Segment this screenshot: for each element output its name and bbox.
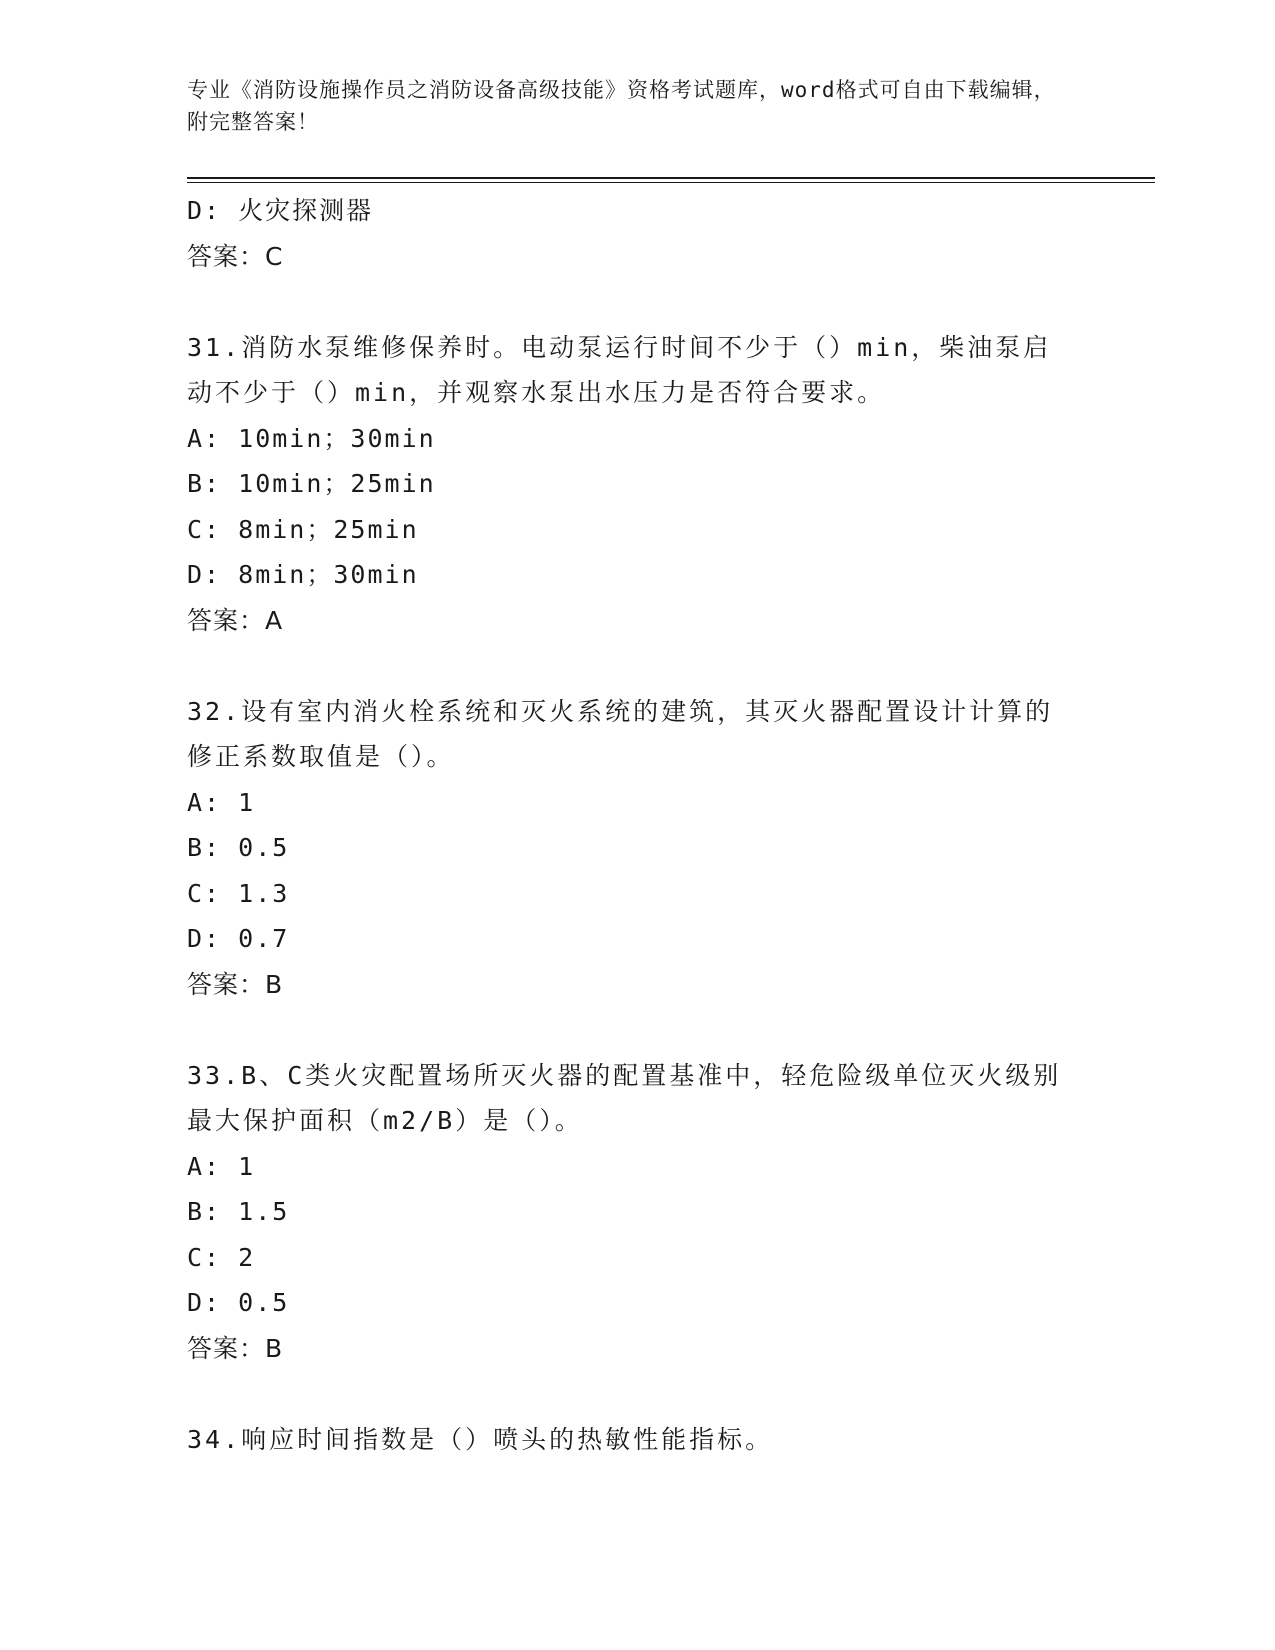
spacer	[187, 643, 1087, 689]
question-32	[187, 689, 1087, 1008]
option-b: B: 10min；25min	[187, 469, 436, 498]
header-note: 专业《消防设施操作员之消防设备高级技能》资格考试题库，word格式可自由下载编辑，附完整答案！	[187, 78, 1056, 134]
question-stem-line: 32.设有室内消火栓系统和灭火系统的建筑，其灭火器配置设计计算的	[187, 696, 1054, 726]
header-divider-thick	[187, 177, 1155, 179]
question-stem-line: 最大保护面积（m2/B）是（）。	[187, 1106, 583, 1135]
prev-question-option-d: D: 火灾探测器	[187, 196, 374, 225]
question-34	[187, 1417, 1087, 1463]
option-c: C: 8min；25min	[187, 514, 419, 544]
question-stem-line: 动不少于（）min，并观察水泵出水压力是否符合要求。	[187, 378, 886, 407]
option-a: A: 10min；30min	[187, 423, 436, 453]
spacer	[187, 1371, 1087, 1417]
question-stem-line: 修正系数取值是（）。	[187, 742, 455, 771]
question-33	[187, 1053, 1087, 1372]
answer-line: 答案：B	[187, 969, 284, 999]
option-d: D: 8min；30min	[187, 560, 419, 589]
spacer	[187, 279, 1087, 325]
question-stem-line: 31.消防水泵维修保养时。电动泵运行时间不少于（）min，柴油泵启	[187, 332, 1052, 362]
option-b: B: 0.5	[187, 833, 290, 862]
option-c: C: 2	[187, 1242, 256, 1272]
question-content	[187, 188, 1087, 1462]
question-31	[187, 325, 1087, 644]
option-b: B: 1.5	[187, 1197, 290, 1226]
question-stem-line: 33.B、C类火灾配置场所灭火器的配置基准中，轻危险级单位灭火级别	[187, 1060, 1062, 1090]
answer-line: 答案：A	[187, 605, 284, 635]
option-a: A: 1	[187, 1151, 256, 1181]
prev-question-answer: 答案：C	[187, 241, 284, 271]
option-a: A: 1	[187, 787, 256, 817]
option-d: D: 0.5	[187, 1288, 290, 1317]
header-divider-thin	[187, 182, 1155, 183]
spacer	[187, 1007, 1087, 1053]
option-c: C: 1.3	[187, 878, 290, 908]
question-stem-line: 34.响应时间指数是（）喷头的热敏性能指标。	[187, 1424, 774, 1454]
answer-line: 答案：B	[187, 1333, 284, 1363]
option-d: D: 0.7	[187, 924, 290, 953]
